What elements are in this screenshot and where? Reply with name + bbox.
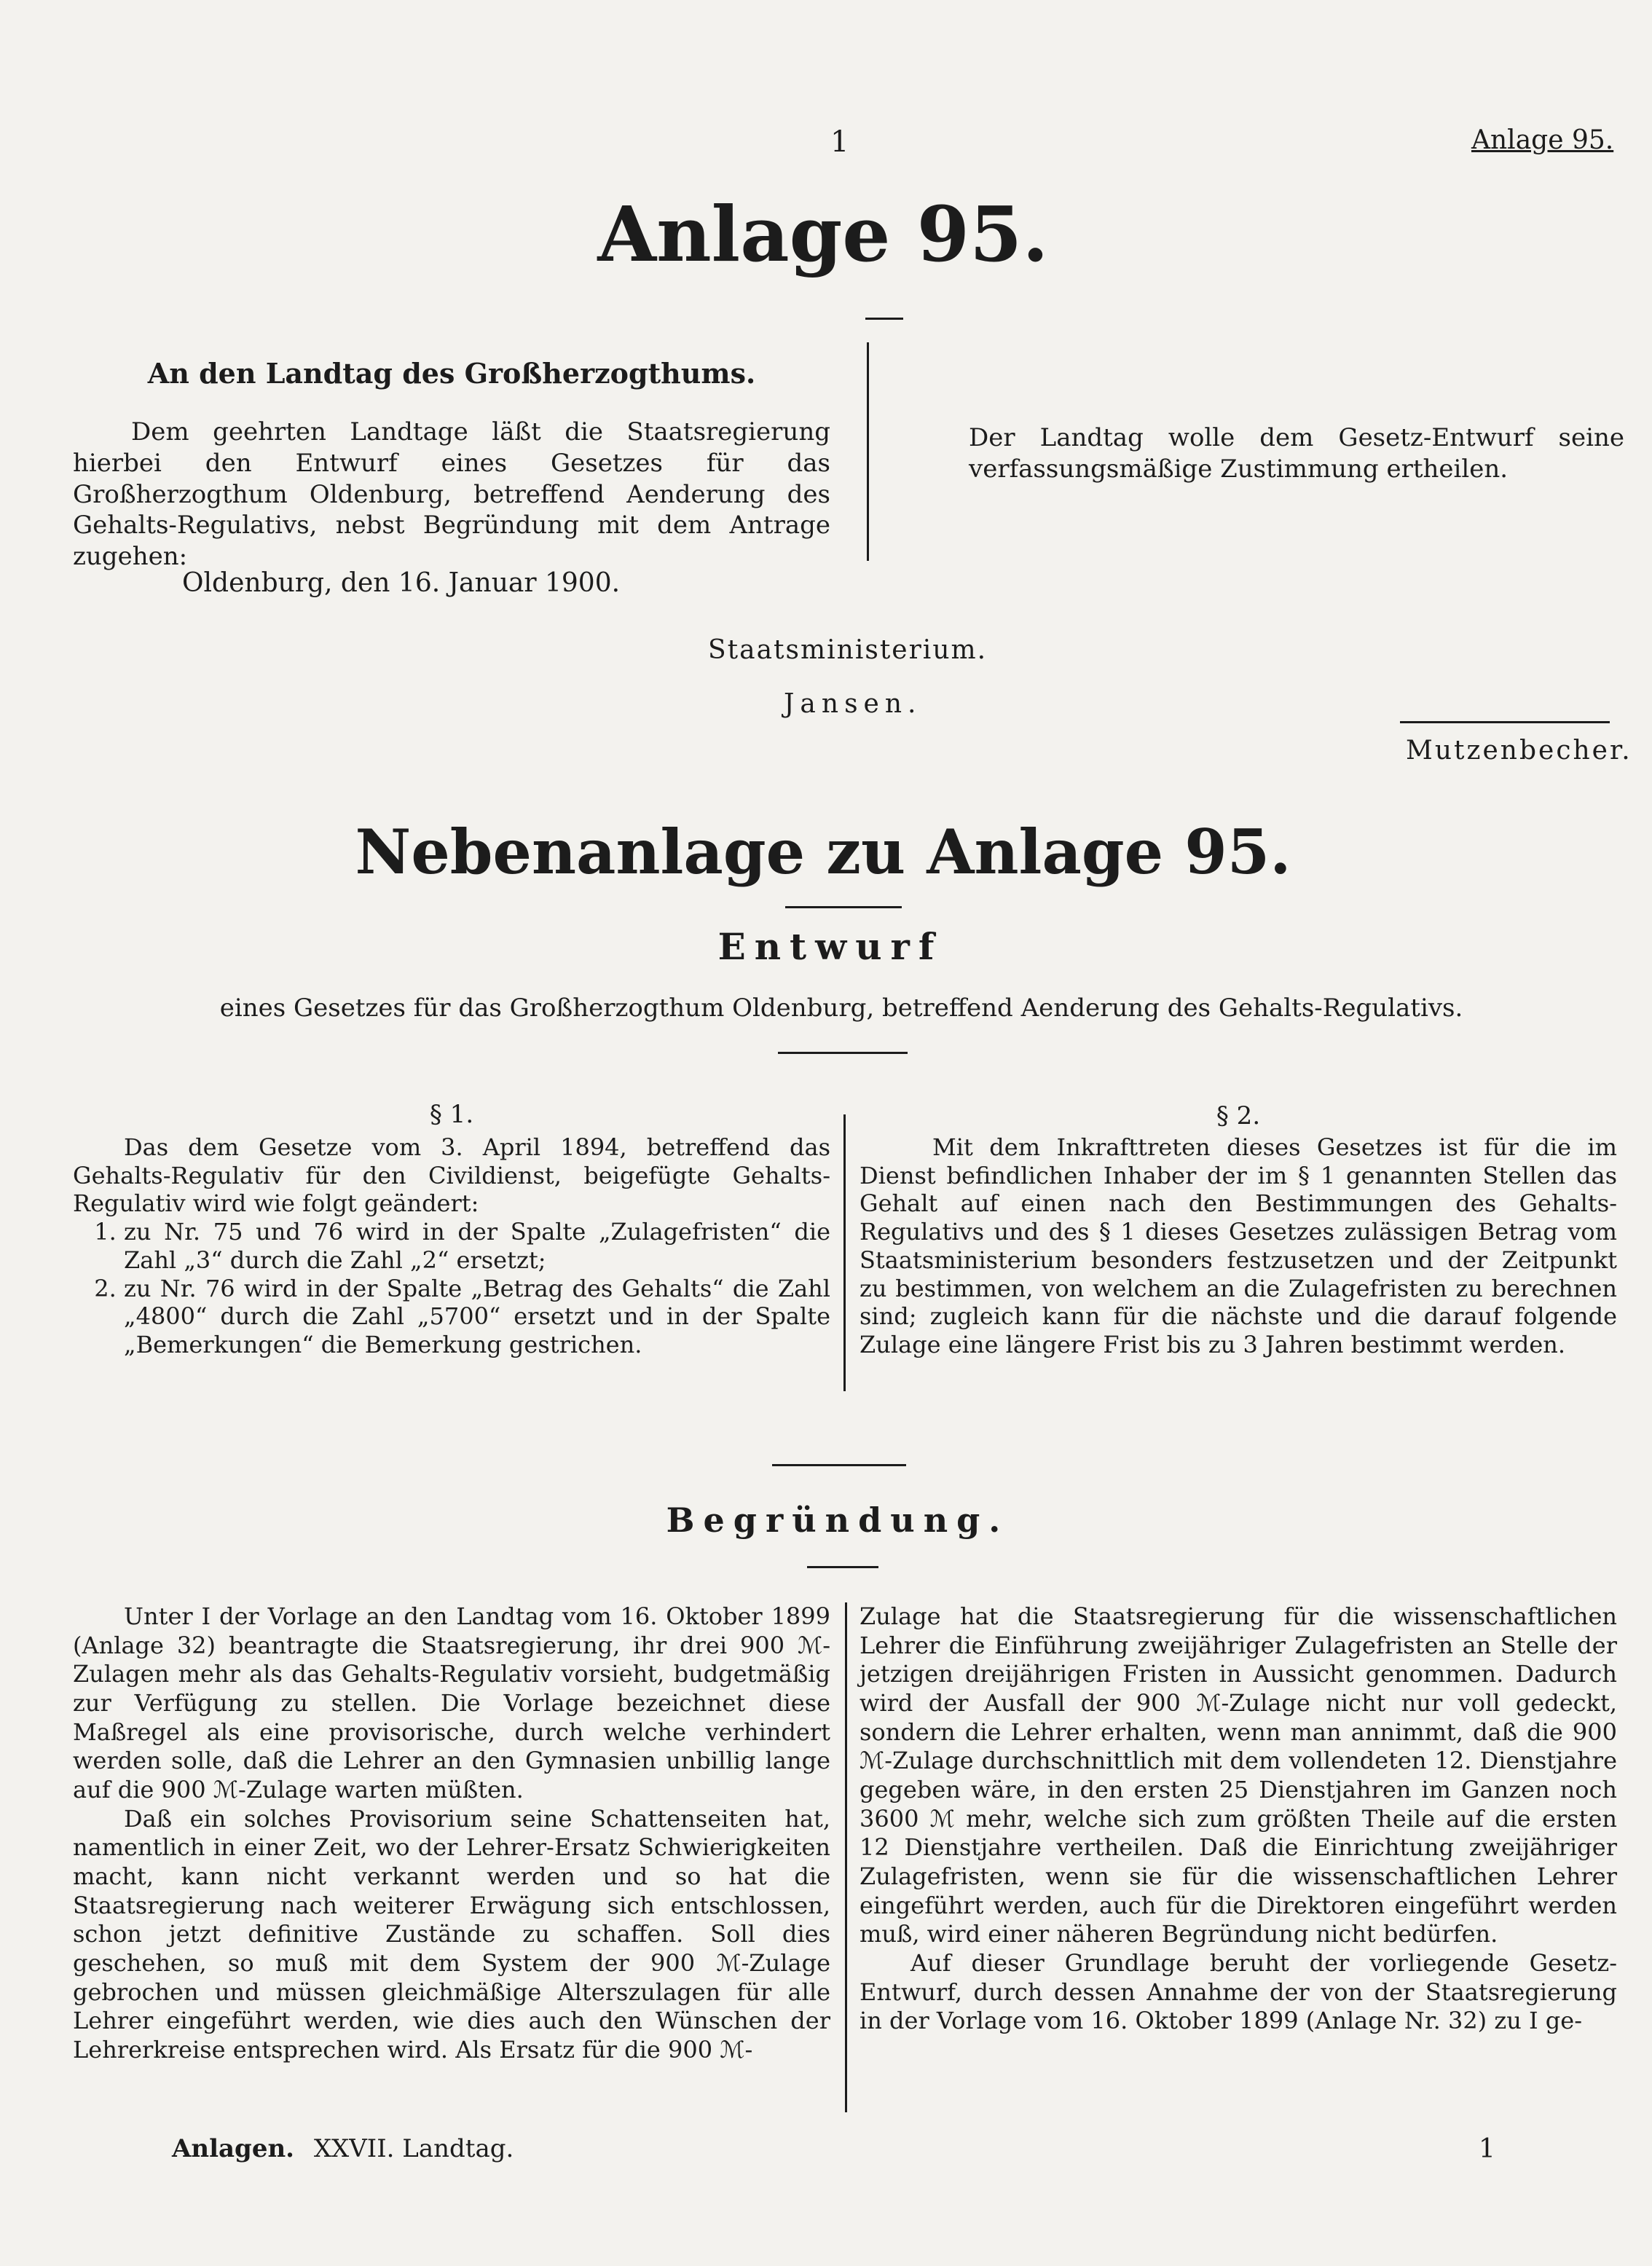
entwurf-heading: Entwurf bbox=[717, 925, 943, 968]
footer-page-number: 1 bbox=[1479, 2134, 1495, 2164]
title-divider bbox=[865, 318, 903, 320]
begruendung-paragraph: Daß ein solches Provisorium seine Schattenseiten hat, namentlich in einer Zeit, wo der Lehrer-Ersatz Schwierigkeiten macht, kann nicht verkannt werden und so hat die Staatsregierung nach weiterer Erwägung sich entschlossen, schon jetzt definitive Zustände zu schaffen. Soll dies geschehen, so muß mit dem System der 900 ℳ-Zulage gebrochen und müssen gleichmäßige Alterszulagen für alle Lehrer eingeführt werden, wie dies auch den Wünschen der Lehrerkreise entsprechen wird. Als Ersatz für die 900 ℳ- bbox=[73, 1804, 830, 2064]
nebenanlage-title: Nebenanlage zu Anlage 95. bbox=[355, 816, 1291, 888]
footer-anlagen: Anlagen. bbox=[172, 2134, 295, 2163]
begruendung-right-column bbox=[860, 1602, 1617, 2036]
nebenanlage-divider bbox=[785, 906, 902, 908]
section-1-body bbox=[73, 1133, 830, 1359]
cover-column-divider bbox=[867, 342, 869, 561]
section-1-intro: Das dem Gesetze vom 3. April 1894, betreffend das Gehalts-Regulativ für den Civildienst, beigefügte Gehalts-Regulativ wird wie folgt geändert: bbox=[73, 1133, 830, 1218]
anlage-reference: Anlage 95. bbox=[1471, 125, 1614, 155]
section-2-body: Mit dem Inkrafttreten dieses Gesetzes ist für die im Dienst befindlichen Inhaber der im § 1 genannten Stellen das Gehalt auf einen nach den Bestimmungen des Gehalts-Regulativs und des § 1 dieses Gesetzes zulässigen Betrag vom Staatsministerium besonders festzusetzen und der Zeitpunkt zu bestimmen, von welchem an die Zulagefristen zu berechnen sind; zugleich kann für die nächste und die darauf folgende Zulage eine längere Frist bis zu 3 Jahren bestimmt werden. bbox=[860, 1133, 1617, 1359]
begruendung-heading: Begründung. bbox=[666, 1500, 1010, 1540]
list-item: 2. zu Nr. 76 wird in der Spalte „Betrag des Gehalts“ die Zahl „4800“ durch die Zahl „5700“ ersetzt und in der Spalte „Bemerkungen“ die Bemerkung gestrichen. bbox=[124, 1275, 830, 1359]
footer-left bbox=[172, 2134, 514, 2163]
entwurf-divider bbox=[778, 1052, 908, 1054]
section-1-list bbox=[73, 1218, 830, 1359]
section-1-heading: § 1. bbox=[429, 1100, 474, 1129]
begruendung-top-divider bbox=[772, 1464, 906, 1466]
begruendung-paragraph: Zulage hat die Staatsregierung für die wissenschaftlichen Lehrer die Einführung zweijähriger Zulagefristen an Stelle der jetzigen dreijährigen Fristen in Aussicht genommen. Dadurch wird der Ausfall der 900 ℳ-Zulage nicht nur voll gedeckt, sondern die Lehrer erhalten, wenn man annimmt, daß die 900 ℳ-Zulage durchschnittlich mit dem vollendeten 12. Dienstjahre gegeben wäre, in den ersten 25 Dienstjahren im Ganzen noch 3600 ℳ mehr, welche sich zum größten Theile auf die ersten 12 Dienstjahre vertheilen. Daß die Einrichtung zweijähriger Zulagefristen, wenn sie für die wissenschaftlichen Lehrer eingeführt werden, auch für die Direktoren eingeführt werden muß, wird einer näheren Begründung nicht bedürfen. bbox=[860, 1602, 1617, 1948]
page-number: 1 bbox=[830, 125, 849, 159]
place-date: Oldenburg, den 16. Januar 1900. bbox=[182, 568, 621, 598]
cosigner-name: Mutzenbecher. bbox=[1406, 736, 1632, 766]
page-title: Anlage 95. bbox=[597, 189, 1049, 279]
signer-name: Jansen. bbox=[784, 689, 922, 719]
entwurf-column-divider bbox=[843, 1114, 846, 1391]
begruendung-left-column bbox=[73, 1602, 830, 2065]
begruendung-paragraph: Unter I der Vorlage an den Landtag vom 16. Oktober 1899 (Anlage 32) beantragte die Staatsregierung, ihr drei 900 ℳ-Zulagen mehr als das Gehalts-Regulativ vorsieht, budgetmäßig zur Verfügung zu stellen. Die Vorlage bezeichnet diese Maßregel als eine provisorische, durch welche verhindert werden solle, daß die Lehrer an den Gymnasien unbillig lange auf die 900 ℳ-Zulage warten müßten. bbox=[73, 1602, 830, 1804]
cover-letter: Dem geehrten Landtage läßt die Staatsregierung hierbei den Entwurf eines Gesetzes für das Großherzogthum Oldenburg, betreffend Aenderung des Gehalts-Regulativs, nebst Begründung mit dem Antrage zugehen: bbox=[73, 417, 830, 572]
footer-landtag: XXVII. Landtag. bbox=[313, 2134, 514, 2163]
request-text: Der Landtag wolle dem Gesetz-Entwurf seine verfassungsmäßige Zustimmung ertheilen. bbox=[969, 423, 1624, 484]
begruendung-divider bbox=[807, 1566, 878, 1568]
entwurf-subtitle: eines Gesetzes für das Großherzogthum Oldenburg, betreffend Aenderung des Gehalts-Regulativs. bbox=[219, 994, 1463, 1023]
signature-line bbox=[1400, 721, 1610, 723]
ministry-name: Staatsministerium. bbox=[708, 635, 988, 665]
section-2-heading: § 2. bbox=[1216, 1101, 1261, 1130]
begruendung-paragraph: Auf dieser Grundlage beruht der vorliegende Gesetz-Entwurf, durch dessen Annahme der von der Staatsregierung in der Vorlage vom 16. Oktober 1899 (Anlage Nr. 32) zu I ge- bbox=[860, 1949, 1617, 2035]
addressee: An den Landtag des Großherzogthums. bbox=[147, 357, 756, 390]
begruendung-column-divider bbox=[845, 1602, 847, 2112]
list-item: 1. zu Nr. 75 und 76 wird in der Spalte „Zulagefristen“ die Zahl „3“ durch die Zahl „2“ ersetzt; bbox=[124, 1218, 830, 1274]
